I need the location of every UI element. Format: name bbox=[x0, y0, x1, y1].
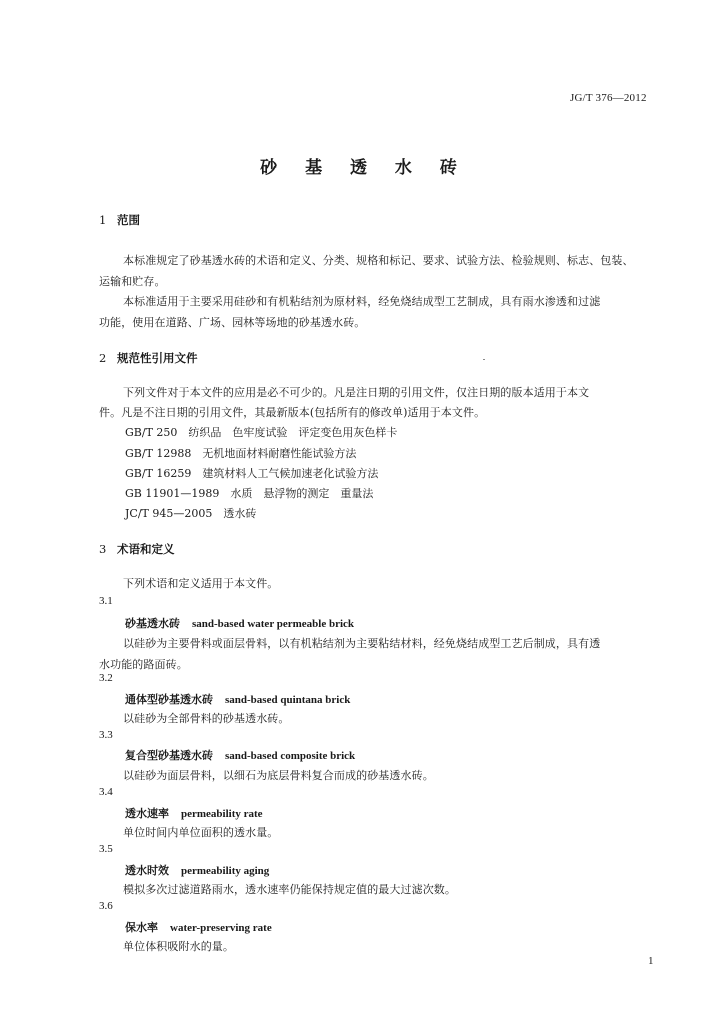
scope-paragraph-1-line-1: 本标准规定了砂基透水砖的术语和定义、分类、规格和标记、要求、试验方法、检验规则、标志、包装、 bbox=[123, 254, 634, 267]
document-title: 砂 基 透 水 砖 bbox=[260, 158, 468, 178]
term-number: 3.6 bbox=[99, 900, 113, 912]
term-definition-line-2: 水功能的路面砖。 bbox=[99, 658, 188, 671]
reference-item: GB/T 12988 无机地面材料耐磨性能试验方法 bbox=[125, 447, 357, 460]
term-title: 保水率 water-preserving rate bbox=[125, 921, 272, 934]
term-number: 3.1 bbox=[99, 595, 113, 607]
reference-item: GB/T 250 纺织品 色牢度试验 评定变色用灰色样卡 bbox=[125, 426, 398, 439]
term-definition-line-1: 以硅砂为主要骨料或面层骨料，以有机粘结剂为主要粘结材料，经免烧结成型工艺后制成，具有透 bbox=[123, 637, 601, 650]
term-number: 3.4 bbox=[99, 786, 113, 798]
term-title: 砂基透水砖 sand-based water permeable brick bbox=[125, 617, 355, 630]
term-definition-line-1: 单位体积吸附水的量。 bbox=[123, 940, 234, 953]
reference-item: GB/T 16259 建筑材料人工气候加速老化试验方法 bbox=[125, 467, 379, 480]
term-definition-line-1: 以硅砂为面层骨料，以细石为底层骨料复合而成的砂基透水砖。 bbox=[123, 769, 434, 782]
term-definition-line-1: 模拟多次过滤道路雨水，透水速率仍能保持规定值的最大过滤次数。 bbox=[123, 883, 456, 896]
scope-paragraph-1-line-2: 运输和贮存。 bbox=[99, 275, 166, 288]
term-title: 透水速率 permeability rate bbox=[125, 807, 263, 820]
section-heading-terms-definitions: 3 术语和定义 bbox=[99, 542, 175, 556]
scan-speck bbox=[483, 359, 485, 360]
reference-item: GB 11901—1989 水质 悬浮物的测定 重量法 bbox=[125, 487, 374, 500]
scope-paragraph-2-line-2: 功能，使用在道路、广场、园林等场地的砂基透水砖。 bbox=[99, 316, 366, 329]
term-definition-line-1: 单位时间内单位面积的透水量。 bbox=[123, 826, 279, 839]
term-number: 3.3 bbox=[99, 729, 113, 741]
scope-paragraph-2-line-1: 本标准适用于主要采用硅砂和有机粘结剂为原材料，经免烧结成型工艺制成，具有雨水渗透和过滤 bbox=[123, 295, 601, 308]
terms-intro: 下列术语和定义适用于本文件。 bbox=[123, 577, 279, 590]
term-title: 透水时效 permeability aging bbox=[125, 864, 270, 877]
references-intro-line-1: 下列文件对于本文件的应用是必不可少的。凡是注日期的引用文件，仅注日期的版本适用于本文 bbox=[123, 386, 590, 399]
document-code: JG/T 376—2012 bbox=[570, 92, 647, 104]
term-definition-line-1: 以硅砂为全部骨料的砂基透水砖。 bbox=[123, 712, 290, 725]
references-intro-line-2: 件。凡是不注日期的引用文件，其最新版本(包括所有的修改单)适用于本文件。 bbox=[99, 406, 486, 419]
term-number: 3.2 bbox=[99, 672, 113, 684]
reference-item: JC/T 945—2005 透水砖 bbox=[125, 507, 257, 520]
term-title: 通体型砂基透水砖 sand-based quintana brick bbox=[125, 693, 351, 706]
section-heading-scope: 1 范围 bbox=[99, 213, 140, 227]
page-number: 1 bbox=[648, 955, 654, 967]
section-heading-normative-references: 2 规范性引用文件 bbox=[99, 351, 198, 365]
term-number: 3.5 bbox=[99, 843, 113, 855]
term-title: 复合型砂基透水砖 sand-based composite brick bbox=[125, 749, 356, 762]
